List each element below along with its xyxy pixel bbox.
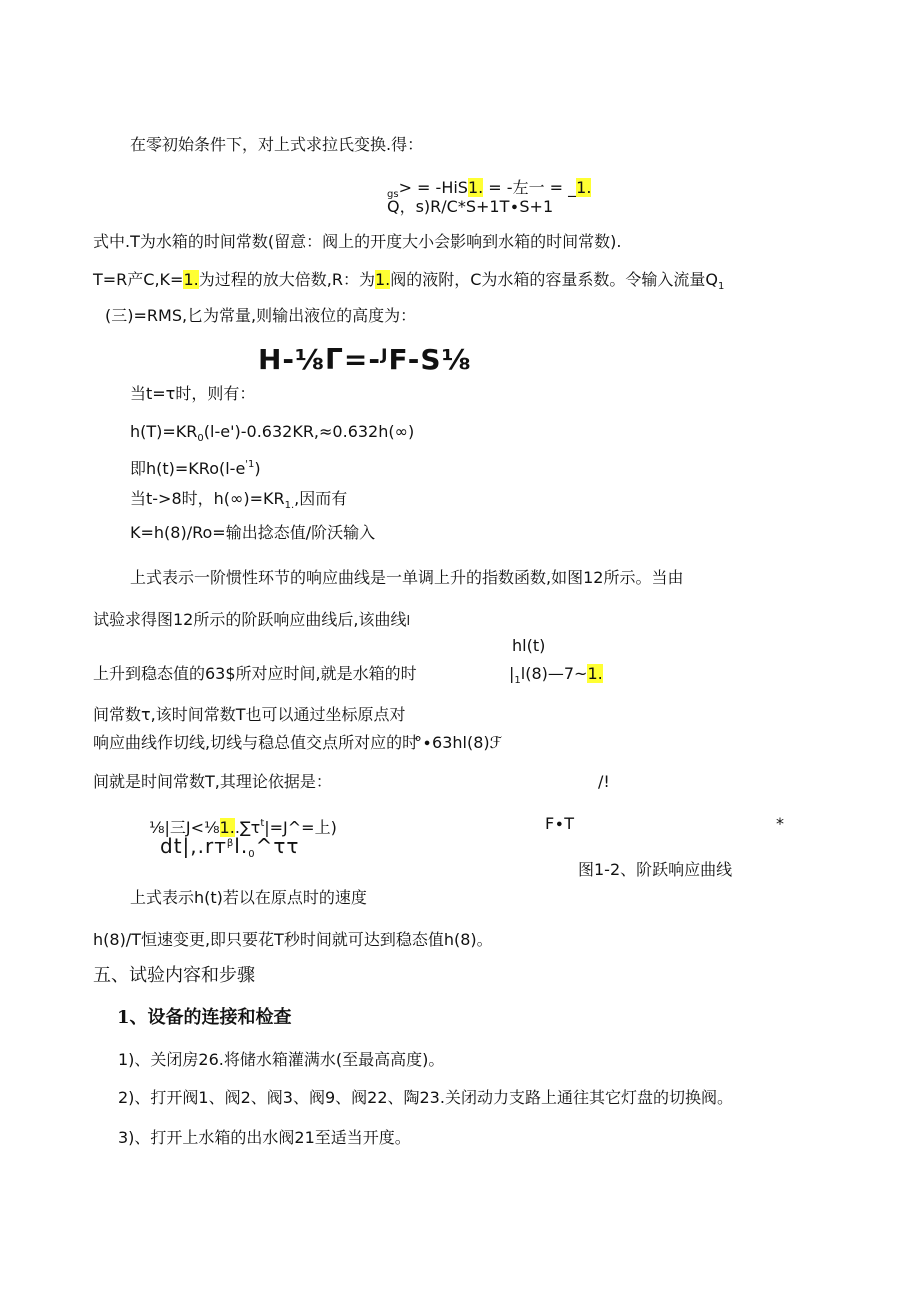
figure-axis-end-mark: * [776, 814, 784, 833]
step-2: 2)、打开阀1、阀2、阀3、阀9、阀22、陶23.关闭动力支路上通往其它灯盘的切换阀。 [118, 1088, 733, 1107]
paragraph-step-curve: 试验求得图12所示的阶跃响应曲线后,该曲线l [93, 610, 411, 629]
line-when-t-equals-tau: 当t=τ时，则有： [130, 384, 256, 403]
figure-steady-value-label: $|_1l(8)—7\sim 1$. [509, 664, 603, 686]
paragraph-step-input: (三)=RMS,匕为常量,则输出液位的高度为： [105, 306, 417, 325]
step-3: 3)、打开上水箱的出水阀21至适当开度。 [118, 1128, 411, 1147]
paragraph-gain-definition: T=R产C,K=1.为过程的放大倍数,R：为1.阀的液附，C为水箱的容量系数。令输入流量$Q_1$ [93, 270, 725, 292]
transfer-function-line2: Q，s)R∕C*S+1T∙S+1 [387, 197, 554, 216]
section-heading-experiment: 五、试验内容和步骤 [93, 965, 255, 986]
formula-h-tau: $h(T)=KR_0(l-e')-0.632KR,\approx 0.632h(\infty)$ [130, 422, 415, 444]
paragraph-time-constant: 式中.T为水箱的时间常数(留意：阀上的开度大小会影响到水箱的时间常数). [93, 232, 622, 251]
output-height-formula: H-⅛Γ=-ᴶF-S⅛ [258, 343, 472, 376]
paragraph-first-order-response: 上式表示一阶惯性环节的响应曲线是一单调上升的指数函数,如图12所示。当由 [130, 568, 684, 587]
paragraph-origin-velocity: 上式表示h(t)若以在原点时的速度 [130, 888, 367, 907]
transfer-function-line1: $_{gs}$> = -HiS1. = -左一 = _1. [387, 178, 592, 200]
derivative-formula-line2: $dt|,.rт^\beta l._0\^{}\tau\tau$ [160, 834, 300, 860]
figure-63-percent-label: °∙63hl(8)ℱ [414, 733, 503, 752]
figure-t-axis-label: F∙T [545, 814, 574, 833]
paragraph-constant-rate: h(8)/T恒速变更,即只要花T秒时间就可达到稳态值h(8)。 [93, 930, 493, 949]
subsection-heading-equipment: 1、设备的连接和检查 [117, 1007, 292, 1028]
figure-caption: 图1-2、阶跃响应曲线 [578, 860, 733, 879]
derivative-formula-line1: ⅛|三$J<\frac{1}{8}1..\sum\tau^t|=J\^{}=$上) [149, 818, 337, 837]
formula-gain-k: K=h(8)/Ro=输出捻态值/阶沃输入 [130, 523, 376, 542]
paragraph-rise-to-steady: 上升到稳态值的63$所对应时间,就是水箱的时 [93, 664, 417, 683]
paragraph-time-constant-tangent: 间常数τ,该时间常数T也可以通过坐标原点对 [93, 705, 406, 724]
formula-h-infinity: 当t->8时，$h(\infty)=KR_{1.}$,因而有 [130, 489, 348, 511]
figure-curve-mark: /! [598, 772, 610, 791]
step-1: 1)、关闭房26.将储水箱灌满水(至最高高度)。 [118, 1050, 445, 1069]
paragraph-tangent-intersection: 响应曲线作切线,切线与稳总值交点所对应的时 [93, 733, 419, 752]
formula-h-t: 即$h(t)=KRo(l-e^{'1})$ [130, 459, 261, 478]
paragraph-theory-basis: 间就是时间常数T,其理论依据是： [93, 772, 332, 791]
figure-y-label: hl(t) [512, 636, 546, 655]
paragraph-laplace-intro: 在零初始条件下，对上式求拉氏变换.得： [130, 135, 424, 154]
